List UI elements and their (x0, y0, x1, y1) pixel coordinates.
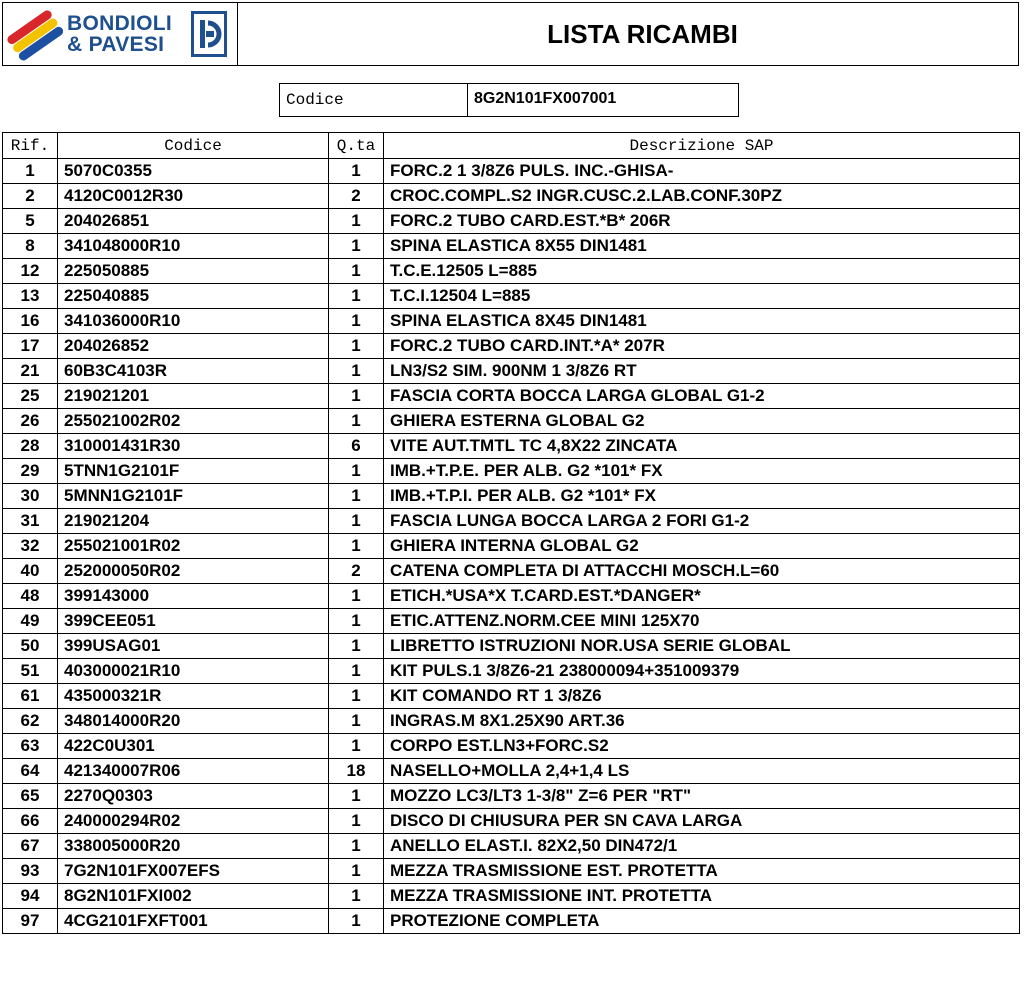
cell-codice: 422C0U301 (58, 734, 329, 759)
cell-rif: 26 (3, 409, 58, 434)
page-title: LISTA RICAMBI (547, 19, 738, 49)
cell-qta: 1 (329, 534, 384, 559)
cell-descrizione: ANELLO ELAST.I. 82X2,50 DIN472/1 (384, 834, 1020, 859)
table-row (3, 359, 1020, 384)
brand-line-1: BONDIOLI (67, 12, 173, 35)
table-row (3, 884, 1020, 909)
table-row (3, 159, 1020, 184)
cell-descrizione: SPINA ELASTICA 8X55 DIN1481 (384, 234, 1020, 259)
brand-stripes-icon (7, 9, 63, 61)
cell-descrizione: PROTEZIONE COMPLETA (384, 909, 1020, 934)
cell-qta: 1 (329, 809, 384, 834)
cell-rif: 1 (3, 159, 58, 184)
cell-descrizione: FASCIA LUNGA BOCCA LARGA 2 FORI G1-2 (384, 509, 1020, 534)
cell-descrizione: MEZZA TRASMISSIONE INT. PROTETTA (384, 884, 1020, 909)
cell-codice: 5TNN1G2101F (58, 459, 329, 484)
cell-codice: 348014000R20 (58, 709, 329, 734)
cell-rif: 50 (3, 634, 58, 659)
cell-codice: 225040885 (58, 284, 329, 309)
table-row (3, 809, 1020, 834)
cell-rif: 17 (3, 334, 58, 359)
cell-qta: 2 (329, 184, 384, 209)
table-row (3, 334, 1020, 359)
table-row (3, 609, 1020, 634)
cell-descrizione: FASCIA CORTA BOCCA LARGA GLOBAL G1-2 (384, 384, 1020, 409)
cell-rif: 21 (3, 359, 58, 384)
cell-rif: 13 (3, 284, 58, 309)
cell-rif: 63 (3, 734, 58, 759)
cell-qta: 1 (329, 159, 384, 184)
cell-qta: 1 (329, 284, 384, 309)
cell-rif: 93 (3, 859, 58, 884)
table-row (3, 409, 1020, 434)
table-row (3, 684, 1020, 709)
cell-descrizione: CATENA COMPLETA DI ATTACCHI MOSCH.L=60 (384, 559, 1020, 584)
cell-descrizione: ETICH.*USA*X T.CARD.EST.*DANGER* (384, 584, 1020, 609)
table-row (3, 584, 1020, 609)
table-row (3, 859, 1020, 884)
cell-codice: 204026851 (58, 209, 329, 234)
table-row (3, 459, 1020, 484)
cell-rif: 31 (3, 509, 58, 534)
cell-codice: 240000294R02 (58, 809, 329, 834)
cell-descrizione: SPINA ELASTICA 8X45 DIN1481 (384, 309, 1020, 334)
cell-rif: 30 (3, 484, 58, 509)
cell-rif: 32 (3, 534, 58, 559)
cell-codice: 2270Q0303 (58, 784, 329, 809)
cell-descrizione: T.C.E.12505 L=885 (384, 259, 1020, 284)
table-row (3, 259, 1020, 284)
cell-rif: 40 (3, 559, 58, 584)
cell-qta: 1 (329, 509, 384, 534)
parts-table-body (3, 159, 1020, 934)
column-header-rif: Rif. (3, 133, 58, 159)
cell-rif: 61 (3, 684, 58, 709)
cell-descrizione: GHIERA ESTERNA GLOBAL G2 (384, 409, 1020, 434)
product-code-label: Codice (280, 84, 468, 116)
cell-qta: 1 (329, 234, 384, 259)
table-row (3, 309, 1020, 334)
table-row (3, 834, 1020, 859)
brand-emblem-icon (191, 11, 227, 57)
table-row (3, 634, 1020, 659)
brand-line-2: & PAVESI (67, 33, 165, 56)
cell-descrizione: FORC.2 TUBO CARD.INT.*A* 207R (384, 334, 1020, 359)
cell-codice: 338005000R20 (58, 834, 329, 859)
cell-qta: 1 (329, 784, 384, 809)
cell-descrizione: IMB.+T.P.I. PER ALB. G2 *101* FX (384, 484, 1020, 509)
cell-qta: 1 (329, 409, 384, 434)
cell-codice: 8G2N101FXI002 (58, 884, 329, 909)
cell-codice: 403000021R10 (58, 659, 329, 684)
cell-rif: 8 (3, 234, 58, 259)
cell-codice: 5MNN1G2101F (58, 484, 329, 509)
table-header-row (3, 133, 1020, 159)
cell-descrizione: GHIERA INTERNA GLOBAL G2 (384, 534, 1020, 559)
cell-qta: 1 (329, 734, 384, 759)
cell-qta: 1 (329, 384, 384, 409)
cell-descrizione: MOZZO LC3/LT3 1-3/8" Z=6 PER "RT" (384, 784, 1020, 809)
table-row (3, 509, 1020, 534)
cell-rif: 65 (3, 784, 58, 809)
cell-rif: 62 (3, 709, 58, 734)
cell-descrizione: T.C.I.12504 L=885 (384, 284, 1020, 309)
table-row (3, 284, 1020, 309)
cell-descrizione: CROC.COMPL.S2 INGR.CUSC.2.LAB.CONF.30PZ (384, 184, 1020, 209)
cell-codice: 399CEE051 (58, 609, 329, 634)
cell-rif: 49 (3, 609, 58, 634)
cell-descrizione: KIT COMANDO RT 1 3/8Z6 (384, 684, 1020, 709)
table-row (3, 484, 1020, 509)
cell-qta: 18 (329, 759, 384, 784)
cell-codice: 310001431R30 (58, 434, 329, 459)
cell-qta: 6 (329, 434, 384, 459)
table-row (3, 709, 1020, 734)
page-header (2, 2, 1019, 66)
table-row (3, 209, 1020, 234)
cell-descrizione: DISCO DI CHIUSURA PER SN CAVA LARGA (384, 809, 1020, 834)
cell-codice: 7G2N101FX007EFS (58, 859, 329, 884)
cell-qta: 1 (329, 834, 384, 859)
cell-descrizione: LN3/S2 SIM. 900NM 1 3/8Z6 RT (384, 359, 1020, 384)
cell-qta: 1 (329, 909, 384, 934)
cell-qta: 1 (329, 584, 384, 609)
cell-descrizione: NASELLO+MOLLA 2,4+1,4 LS (384, 759, 1020, 784)
cell-rif: 67 (3, 834, 58, 859)
cell-descrizione: FORC.2 TUBO CARD.EST.*B* 206R (384, 209, 1020, 234)
cell-descrizione: INGRAS.M 8X1.25X90 ART.36 (384, 709, 1020, 734)
cell-descrizione: CORPO EST.LN3+FORC.S2 (384, 734, 1020, 759)
cell-qta: 1 (329, 684, 384, 709)
cell-qta: 1 (329, 209, 384, 234)
cell-rif: 64 (3, 759, 58, 784)
cell-codice: 255021001R02 (58, 534, 329, 559)
cell-codice: 60B3C4103R (58, 359, 329, 384)
cell-codice: 219021204 (58, 509, 329, 534)
cell-rif: 25 (3, 384, 58, 409)
product-code-value: 8G2N101FX007001 (474, 90, 617, 107)
table-row (3, 184, 1020, 209)
cell-qta: 1 (329, 259, 384, 284)
cell-qta: 1 (329, 309, 384, 334)
cell-qta: 1 (329, 609, 384, 634)
cell-qta: 1 (329, 484, 384, 509)
cell-rif: 12 (3, 259, 58, 284)
cell-codice: 399143000 (58, 584, 329, 609)
cell-descrizione: VITE AUT.TMTL TC 4,8X22 ZINCATA (384, 434, 1020, 459)
cell-rif: 51 (3, 659, 58, 684)
cell-codice: 204026852 (58, 334, 329, 359)
cell-descrizione: LIBRETTO ISTRUZIONI NOR.USA SERIE GLOBAL (384, 634, 1020, 659)
cell-rif: 29 (3, 459, 58, 484)
cell-descrizione: MEZZA TRASMISSIONE EST. PROTETTA (384, 859, 1020, 884)
cell-qta: 1 (329, 359, 384, 384)
table-row (3, 234, 1020, 259)
cell-codice: 255021002R02 (58, 409, 329, 434)
cell-rif: 48 (3, 584, 58, 609)
cell-codice: 435000321R (58, 684, 329, 709)
cell-qta: 1 (329, 334, 384, 359)
cell-codice: 4CG2101FXFT001 (58, 909, 329, 934)
cell-rif: 94 (3, 884, 58, 909)
cell-codice: 5070C0355 (58, 159, 329, 184)
column-header-descrizione: Descrizione SAP (384, 133, 1020, 159)
brand-name (67, 13, 172, 55)
table-row (3, 759, 1020, 784)
cell-qta: 1 (329, 884, 384, 909)
cell-codice: 341036000R10 (58, 309, 329, 334)
cell-qta: 1 (329, 709, 384, 734)
cell-codice: 4120C0012R30 (58, 184, 329, 209)
cell-qta: 1 (329, 859, 384, 884)
table-row (3, 909, 1020, 934)
parts-table (2, 132, 1020, 934)
table-row (3, 559, 1020, 584)
cell-qta: 2 (329, 559, 384, 584)
cell-rif: 16 (3, 309, 58, 334)
table-row (3, 734, 1020, 759)
logo-area (3, 3, 238, 65)
cell-rif: 5 (3, 209, 58, 234)
column-header-codice: Codice (58, 133, 329, 159)
cell-codice: 421340007R06 (58, 759, 329, 784)
cell-rif: 97 (3, 909, 58, 934)
cell-descrizione: IMB.+T.P.E. PER ALB. G2 *101* FX (384, 459, 1020, 484)
cell-codice: 399USAG01 (58, 634, 329, 659)
cell-descrizione: ETIC.ATTENZ.NORM.CEE MINI 125X70 (384, 609, 1020, 634)
cell-rif: 28 (3, 434, 58, 459)
cell-codice: 341048000R10 (58, 234, 329, 259)
table-row (3, 434, 1020, 459)
table-row (3, 659, 1020, 684)
cell-qta: 1 (329, 459, 384, 484)
cell-rif: 66 (3, 809, 58, 834)
cell-descrizione: KIT PULS.1 3/8Z6-21 238000094+351009379 (384, 659, 1020, 684)
cell-codice: 252000050R02 (58, 559, 329, 584)
table-row (3, 534, 1020, 559)
cell-qta: 1 (329, 634, 384, 659)
cell-codice: 225050885 (58, 259, 329, 284)
cell-rif: 2 (3, 184, 58, 209)
table-row (3, 784, 1020, 809)
product-code-box (279, 83, 739, 117)
table-row (3, 384, 1020, 409)
cell-descrizione: FORC.2 1 3/8Z6 PULS. INC.-GHISA- (384, 159, 1020, 184)
cell-qta: 1 (329, 659, 384, 684)
cell-codice: 219021201 (58, 384, 329, 409)
column-header-qta: Q.ta (329, 133, 384, 159)
